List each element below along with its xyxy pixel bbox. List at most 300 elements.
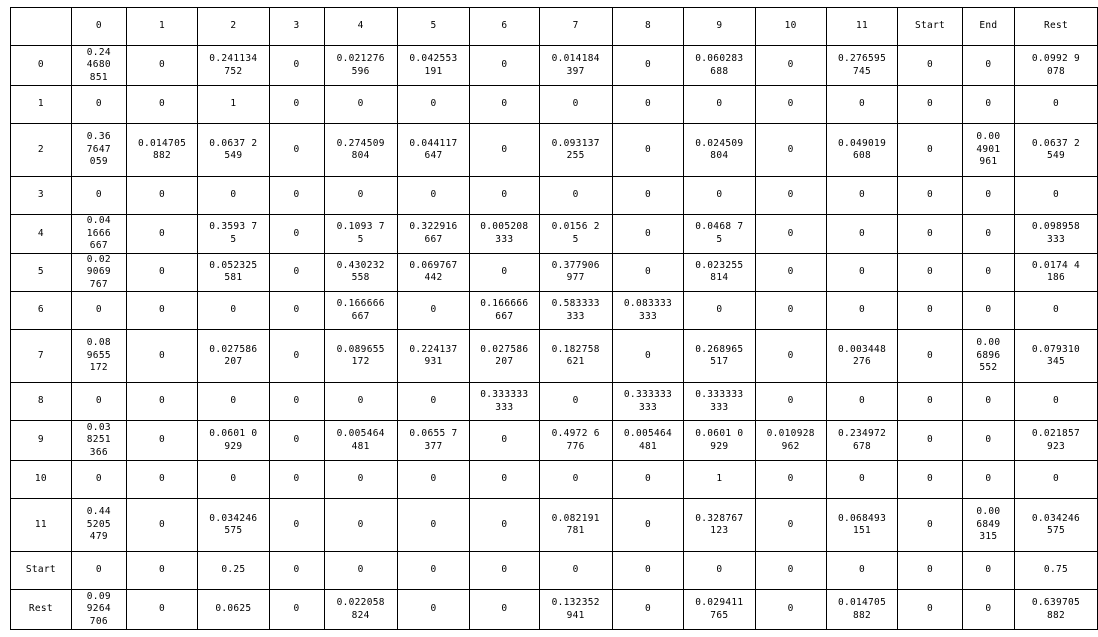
cell-value: 0.377906977	[551, 259, 600, 284]
row-header: 4	[11, 215, 72, 254]
cell-value: 0	[926, 227, 933, 239]
table-cell	[539, 124, 612, 177]
cell-value: 0.0601 0929	[695, 428, 744, 452]
cell-value: 0.224137931	[409, 343, 458, 367]
table-cell	[898, 46, 963, 86]
cell-value: 0.0637 2549	[1031, 137, 1081, 161]
column-header: 7	[539, 8, 612, 46]
cell-value: 0	[926, 143, 933, 155]
table-cell	[470, 177, 539, 215]
table-cell	[470, 552, 539, 590]
table-cell	[324, 590, 397, 630]
table-cell	[755, 383, 826, 421]
row-header: 10	[11, 461, 72, 499]
cell-value: 0	[859, 227, 866, 239]
table-cell	[198, 177, 269, 215]
cell-value: 0	[159, 395, 166, 407]
table-cell	[397, 330, 469, 383]
table-cell	[539, 421, 612, 461]
cell-value: 0	[926, 59, 933, 71]
table-body	[11, 46, 1098, 630]
cell-value: 0.0601 0929	[209, 428, 258, 452]
table-cell	[324, 46, 397, 86]
table-cell	[898, 383, 963, 421]
table-cell	[71, 590, 126, 630]
cell-value: 0	[501, 143, 508, 155]
cell-value: 0	[572, 395, 579, 407]
cell-value: 0	[787, 473, 794, 485]
cell-value: 0	[430, 395, 437, 407]
table-cell	[397, 552, 469, 590]
cell-value: 0	[926, 473, 933, 485]
cell-value: 0	[293, 395, 300, 407]
table-cell	[198, 383, 269, 421]
table-row	[11, 421, 1098, 461]
cell-value: 0	[293, 227, 300, 239]
table-cell	[612, 86, 683, 124]
table-cell	[397, 124, 469, 177]
cell-value: 0	[430, 564, 437, 576]
table-cell	[826, 552, 897, 590]
cell-value: 0.038251366	[86, 421, 111, 458]
cell-value: 0	[859, 266, 866, 277]
table-cell	[755, 499, 826, 552]
cell-value: 0	[985, 227, 992, 239]
cell-value: 0	[572, 98, 579, 110]
cell-value: 0	[159, 434, 166, 446]
table-cell	[898, 421, 963, 461]
cell-value: 0	[1052, 304, 1059, 316]
table-row	[11, 86, 1098, 124]
row-header: 9	[11, 421, 72, 461]
table-cell	[962, 499, 1014, 552]
cell-value: 0	[159, 564, 166, 576]
cell-value: 0	[293, 304, 300, 316]
corner-cell	[11, 8, 72, 46]
cell-value: 0.024509804	[695, 137, 744, 161]
table-cell	[71, 499, 126, 552]
cell-value: 0	[357, 189, 364, 201]
cell-value: 0	[572, 564, 579, 576]
cell-value: 1	[230, 98, 237, 110]
table-cell	[269, 177, 324, 215]
cell-value: 0.004901961	[976, 131, 1001, 168]
table-cell	[397, 253, 469, 292]
cell-value: 0	[357, 518, 364, 530]
table-cell	[826, 383, 897, 421]
cell-value: 0	[572, 189, 579, 201]
cell-value: 0	[644, 227, 651, 239]
cell-value: 0.006849315	[976, 506, 1001, 543]
cell-value: 0.034246575	[1031, 512, 1081, 536]
table-cell	[126, 461, 197, 499]
cell-value: 0.006896552	[976, 337, 1001, 374]
cell-value: 0.333333333	[695, 389, 744, 413]
cell-value: 0.021857923	[1031, 428, 1081, 452]
cell-value: 0	[787, 518, 794, 530]
table-cell	[1014, 46, 1097, 86]
cell-value: 0.333333333	[480, 389, 529, 413]
cell-value: 0	[95, 98, 102, 110]
table-cell	[826, 590, 897, 630]
table-cell	[269, 86, 324, 124]
column-header: 1	[126, 8, 197, 46]
table-cell	[962, 177, 1014, 215]
table-row	[11, 552, 1098, 590]
cell-value: 0	[357, 98, 364, 110]
cell-value: 0	[230, 395, 237, 407]
table-cell	[612, 177, 683, 215]
table-cell	[470, 421, 539, 461]
cell-value: 0.445205479	[86, 506, 111, 543]
cell-value: 0.0992 9078	[1031, 53, 1081, 77]
cell-value: 0	[644, 59, 651, 71]
table-row	[11, 124, 1098, 177]
table-cell	[198, 86, 269, 124]
table-cell	[269, 421, 324, 461]
cell-value: 0	[357, 395, 364, 407]
table-cell	[470, 590, 539, 630]
column-header: 8	[612, 8, 683, 46]
table-cell	[755, 292, 826, 330]
cell-value: 0	[95, 564, 102, 576]
cell-value: 0	[716, 304, 723, 316]
table-cell	[1014, 590, 1097, 630]
cell-value: 0	[159, 304, 166, 316]
cell-value: 0	[859, 98, 866, 110]
table-cell	[198, 421, 269, 461]
cell-value: 0.005464481	[623, 428, 673, 452]
cell-value: 0	[159, 518, 166, 530]
table-cell	[126, 86, 197, 124]
cell-value: 0	[293, 473, 300, 485]
table-cell	[612, 253, 683, 292]
cell-value: 0	[159, 59, 166, 71]
cell-value: 0	[926, 304, 933, 316]
table-cell	[612, 461, 683, 499]
table-cell	[684, 86, 755, 124]
cell-value: 0	[644, 603, 651, 615]
cell-value: 0	[926, 349, 933, 361]
table-cell	[1014, 461, 1097, 499]
table-cell	[684, 552, 755, 590]
column-header: 0	[71, 8, 126, 46]
cell-value: 0	[159, 349, 166, 361]
cell-value: 0.089655172	[86, 337, 111, 374]
table-cell	[755, 253, 826, 292]
cell-value: 0.044117647	[409, 137, 458, 161]
cell-value: 0	[357, 473, 364, 485]
table-cell	[324, 86, 397, 124]
cell-value: 0.244680851	[86, 46, 111, 83]
cell-value: 0	[716, 564, 723, 576]
table-cell	[198, 330, 269, 383]
table-cell	[324, 499, 397, 552]
table-cell	[397, 292, 469, 330]
table-cell	[269, 292, 324, 330]
cell-value: 0	[859, 304, 866, 316]
cell-value: 0.3593 75	[209, 221, 258, 245]
table-cell	[962, 383, 1014, 421]
table-cell	[269, 383, 324, 421]
cell-value: 0	[859, 189, 866, 201]
table-cell	[539, 590, 612, 630]
table-row	[11, 253, 1098, 292]
table-cell	[898, 124, 963, 177]
cell-value: 0.367647059	[86, 131, 111, 168]
column-header: 11	[826, 8, 897, 46]
table-cell	[269, 330, 324, 383]
cell-value: 0.079310345	[1031, 343, 1081, 367]
column-header: 2	[198, 8, 269, 46]
cell-value: 0	[501, 473, 508, 485]
cell-value: 0	[716, 98, 723, 110]
table-cell	[126, 124, 197, 177]
table-cell	[397, 46, 469, 86]
cell-value: 0	[1052, 98, 1059, 110]
cell-value: 0	[159, 98, 166, 110]
cell-value: 0	[787, 227, 794, 239]
cell-value: 0.333333333	[623, 389, 673, 413]
table-cell	[684, 215, 755, 254]
table-cell	[324, 215, 397, 254]
cell-value: 0.268965517	[695, 343, 744, 367]
cell-value: 0.042553191	[409, 53, 458, 77]
row-header: 3	[11, 177, 72, 215]
table-cell	[612, 215, 683, 254]
table-cell	[324, 292, 397, 330]
table-row	[11, 330, 1098, 383]
cell-value: 0	[985, 564, 992, 576]
cell-value: 0	[787, 98, 794, 110]
table-row	[11, 461, 1098, 499]
cell-value: 0.099264706	[86, 590, 111, 627]
transition-table	[10, 7, 1098, 630]
row-header: Start	[11, 552, 72, 590]
table-cell	[126, 499, 197, 552]
table-cell	[755, 46, 826, 86]
row-header: 6	[11, 292, 72, 330]
cell-value: 0	[644, 349, 651, 361]
cell-value: 0	[644, 189, 651, 201]
table-cell	[826, 499, 897, 552]
table-cell	[198, 292, 269, 330]
table-cell	[684, 590, 755, 630]
cell-value: 0	[430, 518, 437, 530]
cell-value: 0.014705882	[837, 597, 887, 621]
table-cell	[539, 292, 612, 330]
table-cell	[324, 177, 397, 215]
table-cell	[71, 215, 126, 254]
table-cell	[612, 46, 683, 86]
cell-value: 0	[357, 564, 364, 576]
cell-value: 0.0174 4186	[1031, 259, 1081, 284]
table-cell	[470, 461, 539, 499]
table-cell	[826, 253, 897, 292]
table-cell	[470, 292, 539, 330]
cell-value: 0.328767123	[695, 512, 744, 536]
table-cell	[198, 253, 269, 292]
cell-value: 0	[787, 395, 794, 407]
cell-value: 0	[159, 189, 166, 201]
cell-value: 0	[985, 189, 992, 201]
cell-value: 0.052325581	[209, 259, 258, 284]
table-cell	[71, 383, 126, 421]
table-cell	[126, 46, 197, 86]
table-cell	[898, 499, 963, 552]
table-cell	[898, 330, 963, 383]
cell-value: 0	[926, 98, 933, 110]
cell-value: 0	[926, 189, 933, 201]
table-cell	[324, 461, 397, 499]
cell-value: 0	[430, 98, 437, 110]
table-cell	[470, 330, 539, 383]
table-cell	[1014, 292, 1097, 330]
table-cell	[755, 124, 826, 177]
cell-value: 0	[1052, 473, 1059, 485]
table-cell	[612, 330, 683, 383]
table-cell	[269, 46, 324, 86]
table-row	[11, 499, 1098, 552]
cell-value: 0	[501, 59, 508, 71]
cell-value: 0	[95, 395, 102, 407]
table-cell	[397, 215, 469, 254]
row-header: 7	[11, 330, 72, 383]
table-cell	[126, 330, 197, 383]
table-cell	[962, 292, 1014, 330]
cell-value: 0	[985, 266, 992, 277]
cell-value: 0	[644, 98, 651, 110]
cell-value: 0	[159, 473, 166, 485]
table-cell	[826, 421, 897, 461]
cell-value: 0.0156 25	[551, 221, 600, 245]
table-cell	[612, 124, 683, 177]
table-cell	[826, 86, 897, 124]
cell-value: 0.022058824	[336, 597, 385, 621]
table-cell	[962, 253, 1014, 292]
cell-value: 0.003448276	[837, 343, 887, 367]
cell-value: 0	[787, 349, 794, 361]
table-cell	[269, 590, 324, 630]
cell-value: 0	[501, 189, 508, 201]
cell-value: 0.068493151	[837, 512, 887, 536]
cell-value: 0	[501, 266, 508, 277]
table-cell	[826, 177, 897, 215]
table-cell	[397, 461, 469, 499]
cell-value: 0.583333333	[551, 298, 600, 322]
table-row	[11, 177, 1098, 215]
cell-value: 0	[159, 603, 166, 615]
table-cell	[962, 461, 1014, 499]
table-cell	[470, 46, 539, 86]
cell-value: 0.166666667	[480, 298, 529, 322]
table-cell	[755, 590, 826, 630]
table-cell	[198, 552, 269, 590]
table-cell	[826, 46, 897, 86]
cell-value: 0	[926, 266, 933, 277]
table-cell	[539, 215, 612, 254]
table-cell	[470, 215, 539, 254]
cell-value: 0.0625	[215, 603, 252, 615]
column-header: Rest	[1014, 8, 1097, 46]
table-cell	[324, 421, 397, 461]
table-cell	[962, 46, 1014, 86]
table-cell	[397, 86, 469, 124]
table-cell	[324, 330, 397, 383]
cell-value: 0.4972 6776	[551, 428, 600, 452]
table-cell	[126, 292, 197, 330]
table-row	[11, 215, 1098, 254]
cell-value: 0	[293, 603, 300, 615]
cell-value: 0	[926, 395, 933, 407]
cell-value: 0.75	[1043, 564, 1068, 576]
table-cell	[755, 177, 826, 215]
row-header: 11	[11, 499, 72, 552]
cell-value: 0	[430, 189, 437, 201]
cell-value: 0.010928962	[766, 428, 815, 452]
table-cell	[755, 86, 826, 124]
cell-value: 0	[159, 227, 166, 239]
cell-value: 0	[787, 564, 794, 576]
cell-value: 0	[501, 98, 508, 110]
cell-value: 0	[293, 349, 300, 361]
table-cell	[962, 215, 1014, 254]
cell-value: 0	[859, 395, 866, 407]
table-cell	[539, 253, 612, 292]
table-cell	[898, 177, 963, 215]
table-cell	[269, 253, 324, 292]
table-cell	[1014, 124, 1097, 177]
cell-value: 0	[230, 304, 237, 316]
row-header: 1	[11, 86, 72, 124]
cell-value: 0	[501, 518, 508, 530]
table-cell	[539, 499, 612, 552]
cell-value: 0.089655172	[336, 343, 385, 367]
table-cell	[826, 124, 897, 177]
table-cell	[684, 499, 755, 552]
table-cell	[126, 552, 197, 590]
row-header: Rest	[11, 590, 72, 630]
table-cell	[826, 461, 897, 499]
cell-value: 0	[644, 564, 651, 576]
cell-value: 0	[293, 518, 300, 530]
cell-value: 0.034246575	[209, 512, 258, 536]
table-cell	[397, 421, 469, 461]
table-cell	[198, 46, 269, 86]
cell-value: 0	[293, 434, 300, 446]
header-row	[11, 8, 1098, 46]
cell-value: 0	[985, 59, 992, 71]
table-cell	[397, 590, 469, 630]
cell-value: 0.029069767	[86, 253, 111, 290]
cell-value: 0	[572, 473, 579, 485]
cell-value: 0	[95, 304, 102, 316]
table-cell	[397, 177, 469, 215]
table-cell	[1014, 177, 1097, 215]
cell-value: 0	[501, 434, 508, 446]
cell-value: 0	[293, 143, 300, 155]
column-header: 6	[470, 8, 539, 46]
table-cell	[1014, 86, 1097, 124]
cell-value: 0	[985, 603, 992, 615]
table-cell	[71, 421, 126, 461]
table-cell	[898, 590, 963, 630]
cell-value: 0.234972678	[837, 428, 887, 452]
table-cell	[470, 383, 539, 421]
cell-value: 0	[787, 189, 794, 201]
cell-value: 0.241134752	[209, 53, 258, 77]
cell-value: 0.274509804	[336, 137, 385, 161]
